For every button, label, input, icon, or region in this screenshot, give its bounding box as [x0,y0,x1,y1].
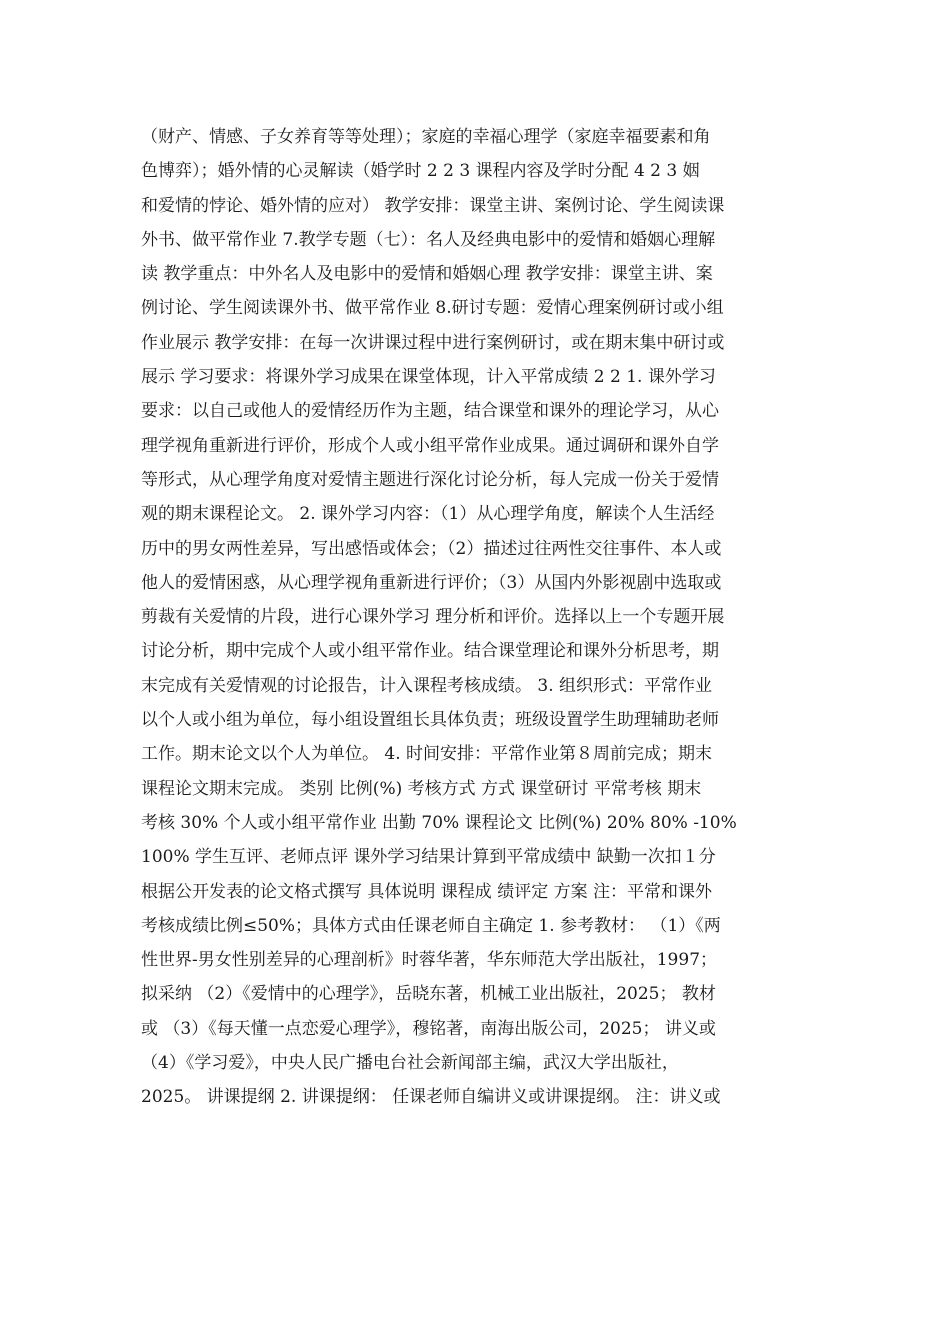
text-line: 他人的爱情困惑，从心理学视角重新进行评价；（3）从国内外影视剧中选取或 [141,572,722,593]
text-line: 以个人或小组为单位，每小组设置组长具体负责；班级设置学生助理辅助老师 [141,710,719,731]
text-line: 工作。期末论文以个人为单位。 4. 时间安排：平常作业第８周前完成；期末 [141,744,713,765]
text-line: 作业展示 教学安排：在每一次讲课过程中进行案例研讨，或在期末集中研讨或 [141,332,725,353]
text-line: 观的期末课程论文。 2. 课外学习内容：（1）从心理学角度，解读个人生活经 [141,504,715,525]
text-line: 读 教学重点：中外名人及电影中的爱情和婚姻心理 教学安排：课堂主讲、案 [141,264,713,285]
text-line: 2025。 讲课提纲 2. 讲课提纲： 任课老师自编讲义或讲课提纲。 注：讲义或 [141,1087,721,1108]
text-line: 拟采纳 （2）《爱情中的心理学》，岳晓东著，机械工业出版社，2025； 教材 [141,984,716,1005]
text-line: （财产、情感、子女养育等等处理）；家庭的幸福心理学（家庭幸福要素和角 [141,127,711,147]
text-line: 等形式，从心理学角度对爱情主题进行深化讨论分析，每人完成一份关于爱情 [141,469,719,490]
text-line: 课程论文期末完成。 类别 比例(%) 考核方式 方式 课堂研讨 平常考核 期末 [141,778,702,799]
text-line: 要求：以自己或他人的爱情经历作为主题，结合课堂和课外的理论学习，从心 [141,401,719,422]
text-line: 外书、做平常作业 7.教学专题（七）：名人及经典电影中的爱情和婚姻心理解 [141,229,716,250]
body-text [141,120,811,1115]
text-line: （4）《学习爱》，中央人民广播电台社会新闻部主编，武汉大学出版社， [141,1053,679,1074]
text-line: 剪裁有关爱情的片段，进行心课外学习 理分析和评价。选择以上一个专题开展 [141,607,725,628]
text-line: 色博弈）；婚外情的心灵解读（婚学时 2 2 3 课程内容及学时分配 4 2 3 姻 [141,161,700,182]
text-line: 例讨论、学生阅读课外书、做平常作业 8.研讨专题：爱情心理案例研讨或小组 [141,298,724,319]
text-line: 历中的男女两性差异，写出感悟或体会；（2）描述过往两性交往事件、本人或 [141,538,722,559]
text-line: 展示 学习要求：将课外学习成果在课堂体现，计入平常成绩 2 2 1. 课外学习 [141,367,716,388]
text-line: 末完成有关爱情观的讨论报告，计入课程考核成绩。 3. 组织形式：平常作业 [141,675,713,696]
text-line: 讨论分析，期中完成个人或小组平常作业。结合课堂理论和课外分析思考，期 [141,641,719,662]
text-line: 理学视角重新进行评价，形成个人或小组平常作业成果。通过调研和课外自学 [141,435,719,456]
text-line: 和爱情的悖论、婚外情的应对） 教学安排：课堂主讲、案例讨论、学生阅读课 [141,195,725,216]
text-line: 100% 学生互评、老师点评 课外学习结果计算到平常成绩中 缺勤一次扣１分 [141,847,716,868]
text-line: 考核 30% 个人或小组平常作业 出勤 70% 课程论文 比例(%) 20% 80% -10% [141,812,737,833]
text-line: 性世界-男女性别差异的心理剖析》时蓉华著，华东师范大学出版社，1997； [141,950,718,971]
text-line: 根据公开发表的论文格式撰写 具体说明 课程成 绩评定 方案 注：平常和课外 [141,881,713,902]
text-line: 考核成绩比例≤50%；具体方式由任课老师自主确定 1. 参考教材： （1）《两 [141,915,721,936]
text-line: 或 （3）《每天懂一点恋爱心理学》，穆铭著，南海出版公司，2025； 讲义或 [141,1018,716,1039]
